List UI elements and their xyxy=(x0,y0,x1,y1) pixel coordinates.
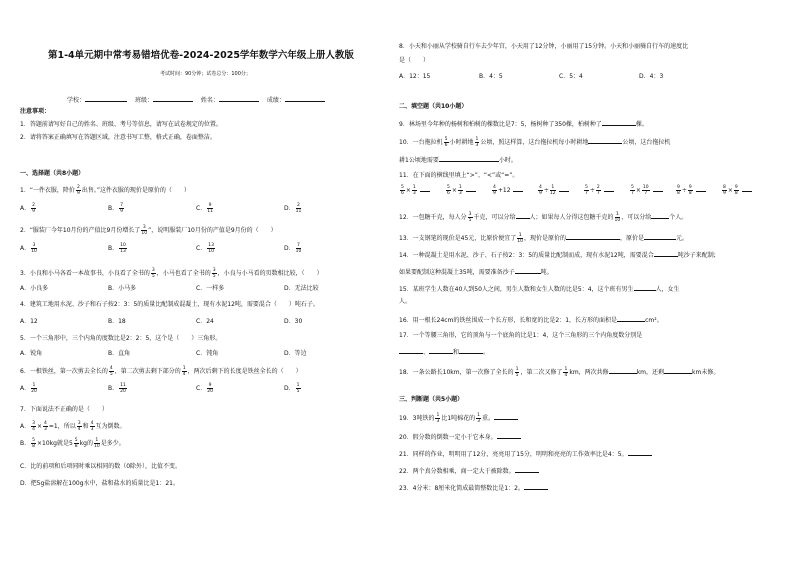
question-18: 18．一条公路长10km，第一次修了全长的 $\frac{1}{5}$ ，第二次又修了 $\frac{1}{4}$ km，两次共修 km，还剩 km未修。 xyxy=(399,367,720,378)
notice-heading: 注意事项： xyxy=(20,108,51,115)
option-a[interactable]: A．12：15 xyxy=(399,73,431,80)
answer-blank[interactable] xyxy=(559,185,569,192)
question-10-line2: 耕1公顷地需要 小时。 xyxy=(399,157,517,164)
comparison-item: $\frac{4}{9}$ ÷ $\frac{1}{12}$ xyxy=(537,185,569,196)
answer-blank[interactable] xyxy=(466,185,476,192)
answer-blank[interactable] xyxy=(516,212,530,219)
question-17-line2: 、 和 。 xyxy=(399,347,489,357)
option-b[interactable]: B．直角 xyxy=(108,350,131,357)
question-10: 10．一台拖拉机 $\frac{5}{6}$ 小时耕地 $\frac{1}{3}$ 公顷，照这样算，这台拖拉机每小时耕地 公顷，这台拖拉机 xyxy=(399,137,671,148)
question-6: 6．一根铁丝，第一次剪去全长的 $\frac{4}{5}$ ，第二次剪去剩下部分的 $\frac{1}{4}$ ，两次后剩下的长度是铁丝全长的（ ） xyxy=(20,366,302,377)
question-7: 7．下面说法不正确的是（ ） xyxy=(20,406,108,413)
question-7-option-b[interactable]: B． $\frac{5}{8}$ ×10kg就是5 $\frac{5}{8}$ kg的 $\frac{1}{10}$ 是多少。 xyxy=(20,438,125,449)
answer-blank[interactable] xyxy=(399,347,423,354)
option-b[interactable]: B． $\frac{10}{13}$ xyxy=(108,243,126,254)
option-a[interactable]: A． $\frac{3}{10}$ xyxy=(20,243,37,254)
class-label: 班级： xyxy=(134,97,153,104)
option-d[interactable]: D． $\frac{2}{11}$ xyxy=(284,203,302,214)
question-15: 15．某班学生人数在40人到50人之间，男生人数和女生人数的比是5：4，这个班有男生 人，女生 xyxy=(399,286,680,293)
comparison-item: $\frac{8}{9}$ × $\frac{9}{8}$ xyxy=(721,185,752,196)
page-title: 第1-4单元期中常考易错培优卷-2024-2025学年数学六年级上册人教版 xyxy=(48,50,354,61)
notice-item-2: 2．请将答案正确填写在答题区域，注意书写工整，格式正确，卷面整洁。 xyxy=(20,134,216,141)
option-d[interactable]: D．无法比较 xyxy=(284,285,319,292)
section1-heading: 一、选择题（共8小题） xyxy=(20,170,85,177)
answer-blank[interactable] xyxy=(644,233,676,240)
answer-blank[interactable] xyxy=(628,449,652,456)
school-label: 学校： xyxy=(67,97,86,104)
exam-info: 考试时间：90分钟；试卷总分：100分； xyxy=(160,71,251,77)
answer-blank[interactable] xyxy=(513,185,523,192)
answer-blank[interactable] xyxy=(609,367,637,374)
answer-blank[interactable] xyxy=(588,137,622,144)
question-4: 4．建筑工地用水泥、沙子和石子按2：3：5的质量比配制成混凝土，现有水泥12吨，需要混合（ ）吨石子。 xyxy=(20,301,319,308)
name-blank[interactable] xyxy=(219,95,259,102)
option-a[interactable]: A．小良多 xyxy=(20,285,49,292)
answer-blank[interactable] xyxy=(524,483,548,490)
option-c[interactable]: C． $\frac{9}{20}$ xyxy=(196,383,213,394)
question-20: 20．假分数的倒数一定小于它本身。 xyxy=(399,432,521,442)
question-7-option-a[interactable]: A． $\frac{3}{4}$ × $\frac{4}{3}$ =1，所以 $\frac{3}{4}$ 和 $\frac{4}{3}$ 互为倒数。 xyxy=(20,421,126,432)
answer-blank[interactable] xyxy=(696,185,706,192)
option-b[interactable]: B． $\frac{7}{9}$ xyxy=(108,203,123,214)
option-a[interactable]: A． $\frac{2}{9}$ xyxy=(20,203,35,214)
option-c[interactable]: C．一样多 xyxy=(196,285,225,292)
answer-blank[interactable] xyxy=(566,233,620,240)
question-14-line2: 如果要配制这种混凝土35吨，需要准备沙子 吨。 xyxy=(399,269,553,276)
question-11: 11．在下面的横线里填上“>”、“<”或“=”。 xyxy=(399,172,519,179)
option-c[interactable]: C．24 xyxy=(196,318,214,325)
answer-blank[interactable] xyxy=(429,347,453,354)
answer-blank[interactable] xyxy=(664,367,692,374)
answer-blank[interactable] xyxy=(602,119,636,126)
option-d[interactable]: D．4：3 xyxy=(639,73,664,80)
comparison-item: $\frac{9}{8}$ ÷ $\frac{9}{8}$ xyxy=(675,185,706,196)
question-13: 13．一支钢笔的现价是45元，比原价便宜了 $\frac{1}{10}$ ，现价是原价的 ，原价是 元。 xyxy=(399,233,689,244)
answer-blank[interactable] xyxy=(604,185,614,192)
notice-item-1: 1．答题前请写好自己的姓名、班级、考号等信息，请写在试卷规定的位置。 xyxy=(20,121,222,128)
option-a[interactable]: A．锐角 xyxy=(20,350,43,357)
option-d[interactable]: D．等边 xyxy=(284,350,307,357)
answer-blank[interactable] xyxy=(459,347,483,354)
question-7-option-c[interactable]: C．比的前项和后项同时乘以相同的数（0除外），比值不变。 xyxy=(20,463,182,470)
fraction: $\frac{2}{9}$ xyxy=(76,185,80,196)
answer-blank[interactable] xyxy=(742,185,752,192)
question-15-line2: 人。 xyxy=(399,298,412,305)
question-8: 8．小天和小丽从学校骑自行车去少年宫，小天用了12分钟，小丽用了15分钟。小天和小丽骑自行车的速度比 xyxy=(399,43,689,50)
comparison-item: $\frac{4}{9}$ +12 xyxy=(491,185,523,196)
question-22: 22．两个真分数相乘，商一定大于被除数。 xyxy=(399,466,539,476)
option-a[interactable]: A．12 xyxy=(20,318,38,325)
comparison-item: $\frac{5}{7}$ × $\frac{10}{7}$ xyxy=(629,185,663,196)
answer-blank[interactable] xyxy=(420,185,430,192)
question-14: 14．一种混凝土是用水泥、沙子、石子按2：3：5的质量比配制而成，现有水泥12吨，需要混合 吨沙子来配制; xyxy=(399,252,716,259)
question-7-option-d[interactable]: D．把5g盐溶解在100g水中，盐和盐水的质量比是1：21。 xyxy=(20,480,179,487)
info-fields xyxy=(67,95,325,105)
option-d[interactable]: D． $\frac{1}{5}$ xyxy=(284,383,300,394)
answer-blank[interactable] xyxy=(617,315,645,322)
score-label: 成绩： xyxy=(266,97,285,104)
section3-heading: 三、判断题（共5小题） xyxy=(399,396,464,403)
question-23: 23．4分米：8厘米化简成最简整数比是1：2。 xyxy=(399,483,548,493)
name-label: 姓名： xyxy=(200,97,219,104)
option-c[interactable]: C． $\frac{9}{11}$ xyxy=(196,203,213,214)
answer-blank[interactable] xyxy=(497,432,521,439)
class-blank[interactable] xyxy=(153,95,193,102)
comparison-row xyxy=(399,185,779,201)
question-19: 19．3吨铁的 $\frac{1}{3}$ 比1吨棉花的 $\frac{1}{3}$ 重。 xyxy=(399,413,518,424)
question-1: 1．“一件衣服，降价 $\frac{2}{9}$ 出售。”这件衣服的现价是原价的（ ） xyxy=(20,185,190,196)
option-b[interactable]: B．18 xyxy=(108,318,126,325)
option-d[interactable]: D． $\frac{7}{10}$ xyxy=(284,243,302,254)
option-b[interactable]: B．4：5 xyxy=(479,73,503,80)
school-blank[interactable] xyxy=(85,95,127,102)
answer-blank[interactable] xyxy=(634,284,656,291)
answer-blank[interactable] xyxy=(653,185,663,192)
option-b[interactable]: B．小马多 xyxy=(108,285,137,292)
question-12: 12．一包糖千克，每人分 $\frac{3}{5}$ 千克，可以分给 人；如果每人分得这包糖千克的 $\frac{1}{10}$ ，可以分给 个人。 xyxy=(399,212,688,223)
comparison-item: $\frac{5}{6}$ × $\frac{1}{3}$ xyxy=(399,185,430,196)
option-d[interactable]: D．30 xyxy=(284,318,303,325)
option-a[interactable]: A． $\frac{1}{20}$ xyxy=(20,383,37,394)
question-3: 3．小良和小马各看一本故事书，小良看了全书的 $\frac{3}{5}$ ，小马也看了全书的 $\frac{3}{5}$ ，小良与小马看的页数相比较，（ ） xyxy=(20,268,323,279)
question-21: 21．同样的作业，明明用了12分，亮亮用了15分，明明和亮亮的工作效率比是4：5。 xyxy=(399,449,652,459)
comparison-item: $\frac{5}{6}$ × $\frac{1}{3}$ xyxy=(445,185,476,196)
question-2: 2．“服装厂今年10月份的产值比9月份增长了 $\frac{3}{10}$ ”，说明服装厂10月份的产值是9月份的（ ） xyxy=(20,225,277,236)
answer-blank[interactable] xyxy=(654,250,678,257)
answer-blank[interactable] xyxy=(651,212,669,219)
score-blank[interactable] xyxy=(285,95,325,102)
comparison-item: $\frac{5}{7}$ ÷ $\frac{2}{7}$ xyxy=(583,185,614,196)
option-c[interactable]: C． $\frac{13}{10}$ xyxy=(196,243,214,254)
option-c[interactable]: C．钝角 xyxy=(196,350,219,357)
question-8-line2: 是（ ） xyxy=(399,57,430,64)
answer-blank[interactable] xyxy=(439,155,499,162)
answer-blank[interactable] xyxy=(515,466,539,473)
question-16: 16．用一根长24cm的铁丝围成一个长方形，长和宽的比是2：1，长方形的面积是 cm²。 xyxy=(399,317,663,324)
option-c[interactable]: C．5：4 xyxy=(559,73,583,80)
answer-blank[interactable] xyxy=(494,413,518,420)
question-9: 9．林场里今年种的杨树和柏树的棵数比是7：5，杨树种了350棵，柏树种了 棵。 xyxy=(399,121,648,128)
option-b[interactable]: B． $\frac{11}{20}$ xyxy=(108,383,126,394)
answer-blank[interactable] xyxy=(515,267,541,274)
question-17: 17．一个等腰三角形，它的顶角与一个底角的比是1：4，这个三角形的三个内角度数分别是 xyxy=(399,332,643,339)
question-5: 5．一个三角形中，三个内角的度数比是2：2：5，这个是（ ）三角形。 xyxy=(20,335,222,342)
section2-heading: 二、填空题（共10小题） xyxy=(399,103,468,110)
